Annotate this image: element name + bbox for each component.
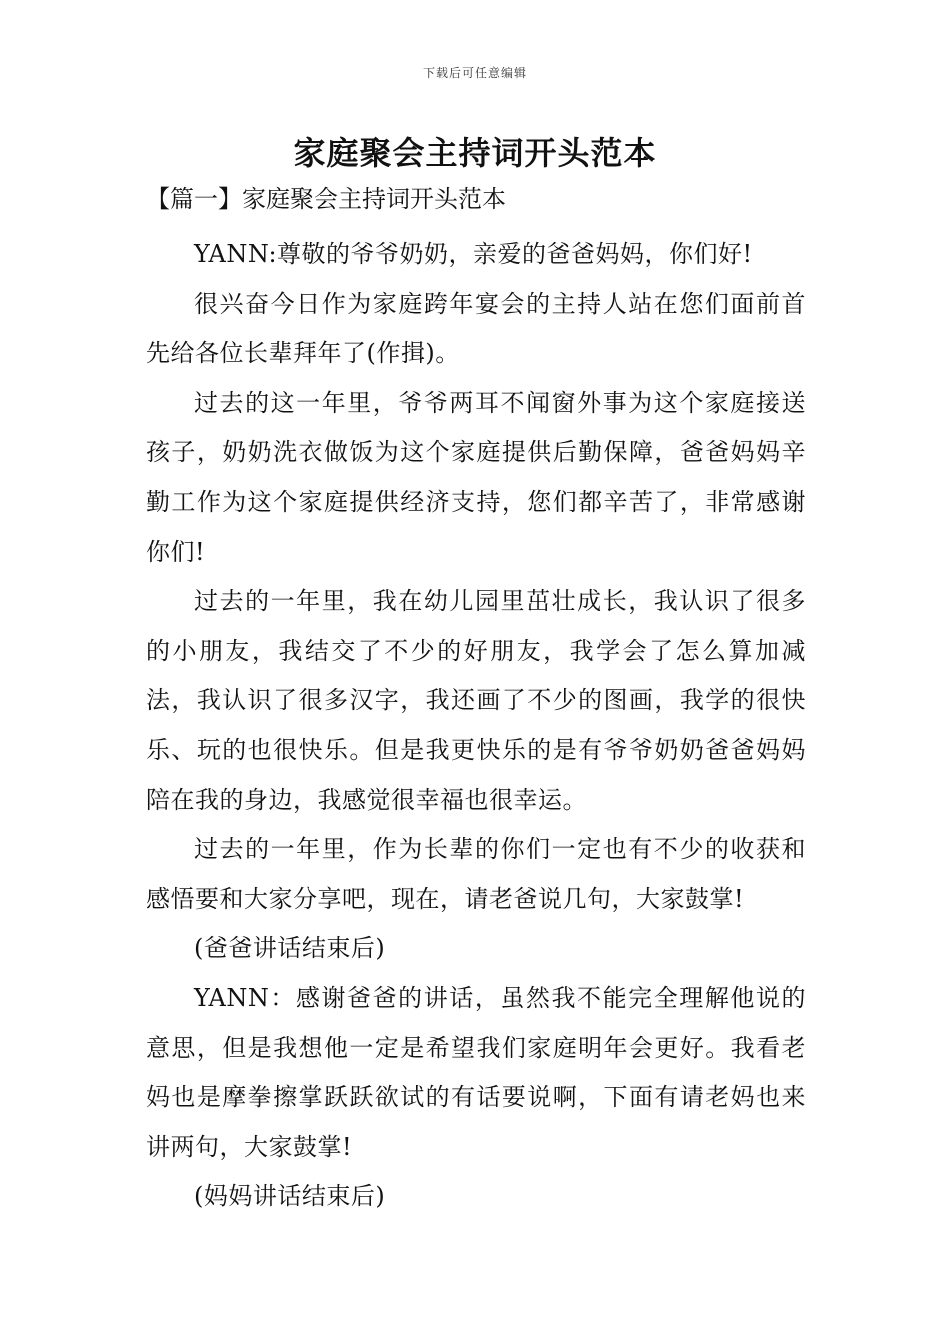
paragraph-invite-dad: 过去的一年里，作为长辈的你们一定也有不少的收获和感悟要和大家分享吧，现在，请老爸说几句，大家鼓掌! (146, 835, 806, 913)
paragraph-intro: 很兴奋今日作为家庭跨年宴会的主持人站在您们面前首先给各位长辈拜年了(作揖)。 (146, 289, 806, 368)
paragraph-kindergarten: 过去的一年里，我在幼儿园里茁壮成长，我认识了很多的小朋友，我结交了不少的好朋友，我学会了怎么算加减法，我认识了很多汉字，我还画了不少的图画，我学的很快乐、玩的也很快乐。但是我更快乐的是有爷爷奶奶爸爸妈妈陪在我的身边，我感觉很幸福也很幸运。 (146, 587, 806, 814)
section-heading: 【篇一】家庭聚会主持词开头范本 (146, 185, 506, 213)
page-header-note: 下载后可任意编辑 (422, 66, 527, 80)
document-title: 家庭聚会主持词开头范本 (293, 134, 657, 172)
paragraph-thanks: 过去的这一年里，爷爷两耳不闻窗外事为这个家庭接送孩子，奶奶洗衣做饭为这个家庭提供后勤保障，爸爸妈妈辛勤工作为这个家庭提供经济支持，您们都辛苦了，非常感谢你们! (146, 388, 806, 566)
paragraph-dad-stage-note: (爸爸讲话结束后) (194, 934, 386, 963)
document-body (146, 230, 806, 1222)
paragraph-invite-mom: YANN：感谢爸爸的讲话，虽然我不能完全理解他说的意思，但是我想他一定是希望我们家庭明年会更好。我看老妈也是摩拳擦掌跃跃欲试的有话要说啊，下面有请老妈也来讲两句，大家鼓掌! (146, 983, 806, 1161)
paragraph-greeting: YANN:尊敬的爷爷奶奶，亲爱的爸爸妈妈，你们好! (194, 240, 753, 268)
paragraph-mom-stage-note: (妈妈讲话结束后) (194, 1182, 386, 1211)
